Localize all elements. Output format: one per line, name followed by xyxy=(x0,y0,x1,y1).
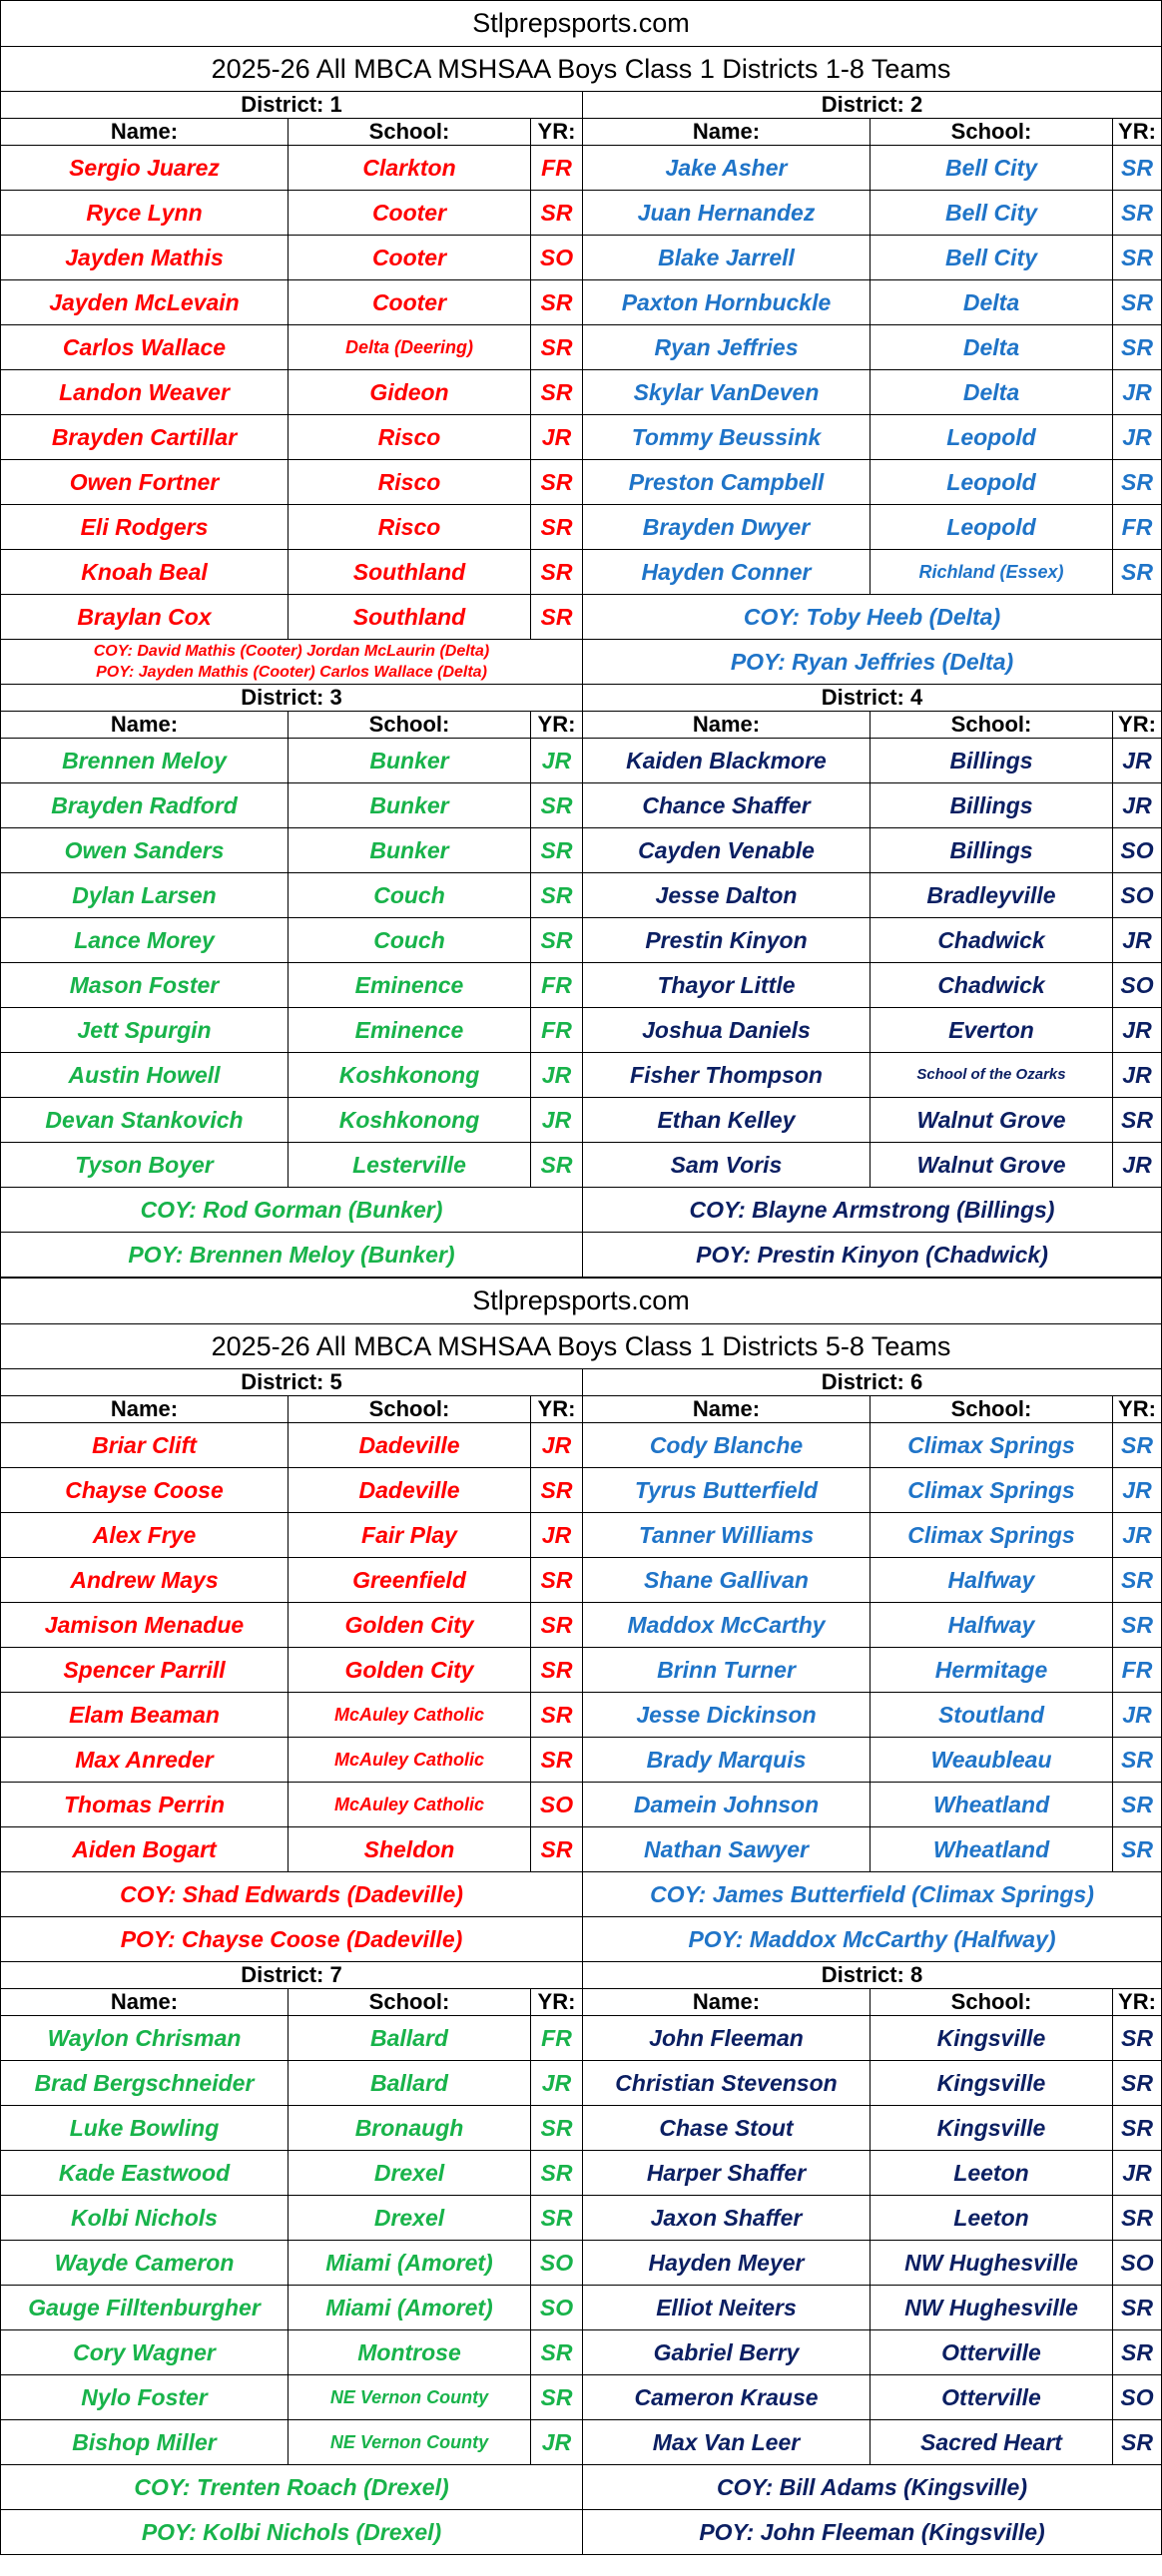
player-school: Eminence xyxy=(289,1008,531,1053)
sheet-title: 2025-26 All MBCA MSHSAA Boys Class 1 Districts 1-8 Teams xyxy=(1,47,1162,92)
coy-award: COY: Shad Edwards (Dadeville) xyxy=(1,1872,583,1917)
player-school: Cooter xyxy=(289,280,531,325)
player-school: Drexel xyxy=(289,2151,531,2196)
coy-award: COY: David Mathis (Cooter) Jordan McLaurin (Delta) xyxy=(93,643,490,660)
player-school: Kingsville xyxy=(871,2016,1113,2061)
player-year: SR xyxy=(1113,550,1162,595)
player-name: Waylon Chrisman xyxy=(1,2016,289,2061)
player-school: Dadeville xyxy=(289,1468,531,1513)
player-name: Aiden Bogart xyxy=(1,1827,289,1872)
player-school: Climax Springs xyxy=(871,1423,1113,1468)
player-school: Sheldon xyxy=(289,1827,531,1872)
player-year: SR xyxy=(531,505,583,550)
player-name: Owen Fortner xyxy=(1,460,289,505)
player-name: Brayden Dwyer xyxy=(583,505,871,550)
player-school: Kingsville xyxy=(871,2106,1113,2151)
player-name: Tyson Boyer xyxy=(1,1143,289,1188)
player-year: JR xyxy=(1113,1468,1162,1513)
player-name: Braylan Cox xyxy=(1,595,289,640)
name-column-header: Name: xyxy=(1,119,289,146)
player-year: SO xyxy=(1113,2375,1162,2420)
player-school: Climax Springs xyxy=(871,1468,1113,1513)
poy-award: POY: Ryan Jeffries (Delta) xyxy=(583,640,1162,685)
player-school: Risco xyxy=(289,505,531,550)
school-column-header: School: xyxy=(871,1396,1113,1423)
player-school: Drexel xyxy=(289,2196,531,2241)
player-name: Nathan Sawyer xyxy=(583,1827,871,1872)
district-header: District: 6 xyxy=(583,1369,1162,1396)
player-name: Kade Eastwood xyxy=(1,2151,289,2196)
player-school: Richland (Essex) xyxy=(871,550,1113,595)
player-school: Ballard xyxy=(289,2016,531,2061)
player-name: Thayor Little xyxy=(583,963,871,1008)
player-year: SR xyxy=(531,2151,583,2196)
player-name: Spencer Parrill xyxy=(1,1648,289,1693)
player-name: Lance Morey xyxy=(1,918,289,963)
player-name: Hayden Conner xyxy=(583,550,871,595)
year-column-header: YR: xyxy=(531,712,583,739)
player-name: Preston Campbell xyxy=(583,460,871,505)
school-column-header: School: xyxy=(871,712,1113,739)
player-name: Bishop Miller xyxy=(1,2420,289,2465)
player-year: SR xyxy=(1113,2061,1162,2106)
player-name: Maddox McCarthy xyxy=(583,1603,871,1648)
player-year: SR xyxy=(1113,2286,1162,2330)
player-name: Prestin Kinyon xyxy=(583,918,871,963)
player-school: Delta xyxy=(871,280,1113,325)
district-header: District: 4 xyxy=(583,685,1162,712)
player-year: SR xyxy=(531,1558,583,1603)
player-school: Walnut Grove xyxy=(871,1143,1113,1188)
player-school: Miami (Amoret) xyxy=(289,2241,531,2286)
player-name: Wayde Cameron xyxy=(1,2241,289,2286)
player-school: Sacred Heart xyxy=(871,2420,1113,2465)
player-year: JR xyxy=(531,739,583,783)
player-year: JR xyxy=(1113,1143,1162,1188)
player-name: Brady Marquis xyxy=(583,1738,871,1783)
player-name: Max Van Leer xyxy=(583,2420,871,2465)
player-school: NW Hughesville xyxy=(871,2286,1113,2330)
player-name: John Fleeman xyxy=(583,2016,871,2061)
player-name: Mason Foster xyxy=(1,963,289,1008)
school-column-header: School: xyxy=(289,1396,531,1423)
player-school: McAuley Catholic xyxy=(289,1783,531,1827)
player-name: Alex Frye xyxy=(1,1513,289,1558)
school-column-header: School: xyxy=(871,1989,1113,2016)
player-year: FR xyxy=(531,1008,583,1053)
player-school: Chadwick xyxy=(871,918,1113,963)
player-school: Bradleyville xyxy=(871,873,1113,918)
player-school: Billings xyxy=(871,783,1113,828)
player-name: Sergio Juarez xyxy=(1,146,289,191)
player-school: Billings xyxy=(871,739,1113,783)
player-school: Leeton xyxy=(871,2196,1113,2241)
player-name: Elam Beaman xyxy=(1,1693,289,1738)
player-name: Ethan Kelley xyxy=(583,1098,871,1143)
player-year: FR xyxy=(1113,1648,1162,1693)
player-name: Ryan Jeffries xyxy=(583,325,871,370)
player-year: SR xyxy=(1113,2016,1162,2061)
player-year: JR xyxy=(1113,415,1162,460)
player-year: JR xyxy=(1113,783,1162,828)
player-school: Dadeville xyxy=(289,1423,531,1468)
player-name: Skylar VanDeven xyxy=(583,370,871,415)
player-name: Brayden Radford xyxy=(1,783,289,828)
player-school: Halfway xyxy=(871,1603,1113,1648)
player-year: SR xyxy=(531,1738,583,1783)
player-name: Harper Shaffer xyxy=(583,2151,871,2196)
player-year: JR xyxy=(1113,739,1162,783)
player-name: Luke Bowling xyxy=(1,2106,289,2151)
player-name: Jake Asher xyxy=(583,146,871,191)
player-name: Juan Hernandez xyxy=(583,191,871,236)
coy-award: COY: Toby Heeb (Delta) xyxy=(583,595,1162,640)
player-year: JR xyxy=(1113,1053,1162,1098)
name-column-header: Name: xyxy=(1,712,289,739)
player-year: SR xyxy=(1113,1738,1162,1783)
player-year: SR xyxy=(531,370,583,415)
player-name: Shane Gallivan xyxy=(583,1558,871,1603)
player-school: Otterville xyxy=(871,2375,1113,2420)
player-name: Cody Blanche xyxy=(583,1423,871,1468)
player-school: Halfway xyxy=(871,1558,1113,1603)
year-column-header: YR: xyxy=(531,1989,583,2016)
player-year: JR xyxy=(1113,1513,1162,1558)
player-school: Bunker xyxy=(289,828,531,873)
coy-award: COY: Bill Adams (Kingsville) xyxy=(583,2465,1162,2510)
player-school: Leeton xyxy=(871,2151,1113,2196)
year-column-header: YR: xyxy=(1113,1989,1162,2016)
coy-award: COY: Trenten Roach (Drexel) xyxy=(1,2465,583,2510)
district-header: District: 5 xyxy=(1,1369,583,1396)
player-school: Kingsville xyxy=(871,2061,1113,2106)
player-year: JR xyxy=(531,1513,583,1558)
player-school: Chadwick xyxy=(871,963,1113,1008)
player-school: Koshkonong xyxy=(289,1053,531,1098)
player-school: Cooter xyxy=(289,236,531,280)
year-column-header: YR: xyxy=(531,1396,583,1423)
player-year: SO xyxy=(531,2286,583,2330)
year-column-header: YR: xyxy=(1113,119,1162,146)
poy-award: POY: Chayse Coose (Dadeville) xyxy=(1,1917,583,1962)
player-name: Nylo Foster xyxy=(1,2375,289,2420)
player-year: SR xyxy=(1113,236,1162,280)
player-year: SR xyxy=(1113,325,1162,370)
name-column-header: Name: xyxy=(583,1989,871,2016)
player-name: Sam Voris xyxy=(583,1143,871,1188)
player-year: SR xyxy=(531,1143,583,1188)
player-name: Cory Wagner xyxy=(1,2330,289,2375)
player-year: SR xyxy=(1113,2196,1162,2241)
player-school: Risco xyxy=(289,415,531,460)
player-name: Thomas Perrin xyxy=(1,1783,289,1827)
site-title: Stlprepsports.com xyxy=(1,1279,1162,1324)
school-column-header: School: xyxy=(289,712,531,739)
player-name: Dylan Larsen xyxy=(1,873,289,918)
name-column-header: Name: xyxy=(583,119,871,146)
poy-award: POY: Maddox McCarthy (Halfway) xyxy=(583,1917,1162,1962)
player-school: Delta (Deering) xyxy=(289,325,531,370)
coy-award: COY: Blayne Armstrong (Billings) xyxy=(583,1188,1162,1233)
player-year: SR xyxy=(1113,460,1162,505)
player-school: Southland xyxy=(289,550,531,595)
player-school: Leopold xyxy=(871,415,1113,460)
poy-award: POY: Brennen Meloy (Bunker) xyxy=(1,1233,583,1278)
player-school: Couch xyxy=(289,873,531,918)
district-header: District: 3 xyxy=(1,685,583,712)
player-name: Brinn Turner xyxy=(583,1648,871,1693)
player-year: SR xyxy=(531,1468,583,1513)
player-name: Jayden Mathis xyxy=(1,236,289,280)
player-school: Otterville xyxy=(871,2330,1113,2375)
player-school: Golden City xyxy=(289,1648,531,1693)
player-name: Tommy Beussink xyxy=(583,415,871,460)
player-year: SO xyxy=(1113,873,1162,918)
player-school: Walnut Grove xyxy=(871,1098,1113,1143)
player-year: JR xyxy=(1113,1008,1162,1053)
player-school: Clarkton xyxy=(289,146,531,191)
player-name: Tyrus Butterfield xyxy=(583,1468,871,1513)
player-name: Landon Weaver xyxy=(1,370,289,415)
player-name: Jamison Menadue xyxy=(1,1603,289,1648)
player-year: SR xyxy=(531,918,583,963)
player-name: Brad Bergschneider xyxy=(1,2061,289,2106)
player-school: Leopold xyxy=(871,460,1113,505)
player-year: JR xyxy=(531,1423,583,1468)
player-year: SO xyxy=(1113,963,1162,1008)
player-year: SO xyxy=(531,2241,583,2286)
name-column-header: Name: xyxy=(1,1989,289,2016)
player-name: Owen Sanders xyxy=(1,828,289,873)
district-header: District: 8 xyxy=(583,1962,1162,1989)
player-year: SO xyxy=(1113,828,1162,873)
player-school: Miami (Amoret) xyxy=(289,2286,531,2330)
player-name: Jaxon Shaffer xyxy=(583,2196,871,2241)
player-year: SR xyxy=(531,1603,583,1648)
player-year: SR xyxy=(531,280,583,325)
player-year: SR xyxy=(531,873,583,918)
player-year: JR xyxy=(531,415,583,460)
player-name: Gauge Filltenburgher xyxy=(1,2286,289,2330)
player-year: SR xyxy=(531,828,583,873)
player-year: SR xyxy=(1113,1603,1162,1648)
player-school: Eminence xyxy=(289,963,531,1008)
player-name: Tanner Williams xyxy=(583,1513,871,1558)
player-school: Montrose xyxy=(289,2330,531,2375)
player-school: Couch xyxy=(289,918,531,963)
player-year: SR xyxy=(1113,191,1162,236)
player-school: Koshkonong xyxy=(289,1098,531,1143)
player-year: SR xyxy=(1113,1783,1162,1827)
player-name: Eli Rodgers xyxy=(1,505,289,550)
player-name: Max Anreder xyxy=(1,1738,289,1783)
name-column-header: Name: xyxy=(583,712,871,739)
player-name: Cameron Krause xyxy=(583,2375,871,2420)
player-year: SR xyxy=(531,2106,583,2151)
player-school: School of the Ozarks xyxy=(871,1053,1113,1098)
player-name: Carlos Wallace xyxy=(1,325,289,370)
player-year: SR xyxy=(531,1693,583,1738)
poy-award: POY: Kolbi Nichols (Drexel) xyxy=(1,2510,583,2555)
player-school: Southland xyxy=(289,595,531,640)
player-year: SO xyxy=(531,236,583,280)
player-year: SR xyxy=(531,783,583,828)
player-school: Bronaugh xyxy=(289,2106,531,2151)
player-name: Jett Spurgin xyxy=(1,1008,289,1053)
player-year: SR xyxy=(531,2196,583,2241)
section-table xyxy=(0,0,1162,1278)
player-name: Cayden Venable xyxy=(583,828,871,873)
player-year: SO xyxy=(531,1783,583,1827)
year-column-header: YR: xyxy=(1113,1396,1162,1423)
player-school: NE Vernon County xyxy=(289,2420,531,2465)
district-header: District: 7 xyxy=(1,1962,583,1989)
player-year: FR xyxy=(531,146,583,191)
player-year: SR xyxy=(1113,1558,1162,1603)
player-year: SR xyxy=(531,595,583,640)
poy-award: POY: Jayden Mathis (Cooter) Carlos Wallace (Delta) xyxy=(96,664,487,681)
player-name: Jayden McLevain xyxy=(1,280,289,325)
district-header: District: 2 xyxy=(583,92,1162,119)
player-name: Kolbi Nichols xyxy=(1,2196,289,2241)
player-school: McAuley Catholic xyxy=(289,1738,531,1783)
player-name: Fisher Thompson xyxy=(583,1053,871,1098)
player-school: Fair Play xyxy=(289,1513,531,1558)
player-name: Chance Shaffer xyxy=(583,783,871,828)
player-school: Cooter xyxy=(289,191,531,236)
player-name: Andrew Mays xyxy=(1,1558,289,1603)
player-school: Bell City xyxy=(871,236,1113,280)
player-school: Bunker xyxy=(289,739,531,783)
player-name: Briar Clift xyxy=(1,1423,289,1468)
player-year: JR xyxy=(531,1053,583,1098)
player-school: Delta xyxy=(871,370,1113,415)
player-year: SR xyxy=(531,2375,583,2420)
player-school: Climax Springs xyxy=(871,1513,1113,1558)
name-column-header: Name: xyxy=(583,1396,871,1423)
player-year: JR xyxy=(531,1098,583,1143)
player-school: Billings xyxy=(871,828,1113,873)
player-year: SR xyxy=(531,1827,583,1872)
player-year: SR xyxy=(531,550,583,595)
player-name: Austin Howell xyxy=(1,1053,289,1098)
player-name: Elliot Neiters xyxy=(583,2286,871,2330)
player-school: Bell City xyxy=(871,146,1113,191)
player-year: JR xyxy=(531,2061,583,2106)
player-year: SR xyxy=(1113,2106,1162,2151)
year-column-header: YR: xyxy=(531,119,583,146)
player-year: FR xyxy=(1113,505,1162,550)
player-year: SR xyxy=(531,1648,583,1693)
player-name: Jesse Dickinson xyxy=(583,1693,871,1738)
player-school: Wheatland xyxy=(871,1783,1113,1827)
player-year: SR xyxy=(1113,1827,1162,1872)
player-school: Lesterville xyxy=(289,1143,531,1188)
player-name: Hayden Meyer xyxy=(583,2241,871,2286)
school-column-header: School: xyxy=(289,119,531,146)
player-school: Stoutland xyxy=(871,1693,1113,1738)
player-name: Paxton Hornbuckle xyxy=(583,280,871,325)
player-year: SR xyxy=(531,325,583,370)
player-name: Kaiden Blackmore xyxy=(583,739,871,783)
player-school: Greenfield xyxy=(289,1558,531,1603)
player-school: Gideon xyxy=(289,370,531,415)
player-school: Leopold xyxy=(871,505,1113,550)
player-school: NE Vernon County xyxy=(289,2375,531,2420)
section-table xyxy=(0,1278,1162,2555)
school-column-header: School: xyxy=(871,119,1113,146)
player-name: Chayse Coose xyxy=(1,1468,289,1513)
player-year: JR xyxy=(1113,1693,1162,1738)
player-name: Gabriel Berry xyxy=(583,2330,871,2375)
coy-award: COY: Rod Gorman (Bunker) xyxy=(1,1188,583,1233)
player-year: JR xyxy=(1113,918,1162,963)
player-name: Joshua Daniels xyxy=(583,1008,871,1053)
year-column-header: YR: xyxy=(1113,712,1162,739)
player-year: SR xyxy=(1113,2330,1162,2375)
player-year: FR xyxy=(531,2016,583,2061)
player-school: Ballard xyxy=(289,2061,531,2106)
player-year: SR xyxy=(1113,1098,1162,1143)
player-year: SR xyxy=(531,191,583,236)
player-school: Risco xyxy=(289,460,531,505)
player-year: SR xyxy=(1113,146,1162,191)
player-year: JR xyxy=(1113,370,1162,415)
sheet-title: 2025-26 All MBCA MSHSAA Boys Class 1 Districts 5-8 Teams xyxy=(1,1324,1162,1369)
district-header: District: 1 xyxy=(1,92,583,119)
player-year: SR xyxy=(531,460,583,505)
player-year: SR xyxy=(1113,1423,1162,1468)
player-school: Hermitage xyxy=(871,1648,1113,1693)
player-name: Blake Jarrell xyxy=(583,236,871,280)
name-column-header: Name: xyxy=(1,1396,289,1423)
player-year: JR xyxy=(1113,2151,1162,2196)
player-name: Christian Stevenson xyxy=(583,2061,871,2106)
player-school: Bunker xyxy=(289,783,531,828)
coy-award: COY: James Butterfield (Climax Springs) xyxy=(583,1872,1162,1917)
player-name: Chase Stout xyxy=(583,2106,871,2151)
player-school: McAuley Catholic xyxy=(289,1693,531,1738)
player-school: Bell City xyxy=(871,191,1113,236)
player-name: Damein Johnson xyxy=(583,1783,871,1827)
player-name: Ryce Lynn xyxy=(1,191,289,236)
player-school: Golden City xyxy=(289,1603,531,1648)
poy-award: POY: John Fleeman (Kingsville) xyxy=(583,2510,1162,2555)
player-name: Brayden Cartillar xyxy=(1,415,289,460)
awards-summary xyxy=(1,640,583,685)
school-column-header: School: xyxy=(289,1989,531,2016)
player-school: NW Hughesville xyxy=(871,2241,1113,2286)
player-name: Jesse Dalton xyxy=(583,873,871,918)
player-year: FR xyxy=(531,963,583,1008)
player-school: Weaubleau xyxy=(871,1738,1113,1783)
player-name: Devan Stankovich xyxy=(1,1098,289,1143)
player-name: Brennen Meloy xyxy=(1,739,289,783)
player-name: Knoah Beal xyxy=(1,550,289,595)
player-year: SR xyxy=(531,2330,583,2375)
player-year: JR xyxy=(531,2420,583,2465)
player-year: SR xyxy=(1113,280,1162,325)
player-school: Everton xyxy=(871,1008,1113,1053)
site-title: Stlprepsports.com xyxy=(1,1,1162,47)
player-year: SO xyxy=(1113,2241,1162,2286)
player-year: SR xyxy=(1113,2420,1162,2465)
player-school: Wheatland xyxy=(871,1827,1113,1872)
player-school: Delta xyxy=(871,325,1113,370)
poy-award: POY: Prestin Kinyon (Chadwick) xyxy=(583,1233,1162,1278)
